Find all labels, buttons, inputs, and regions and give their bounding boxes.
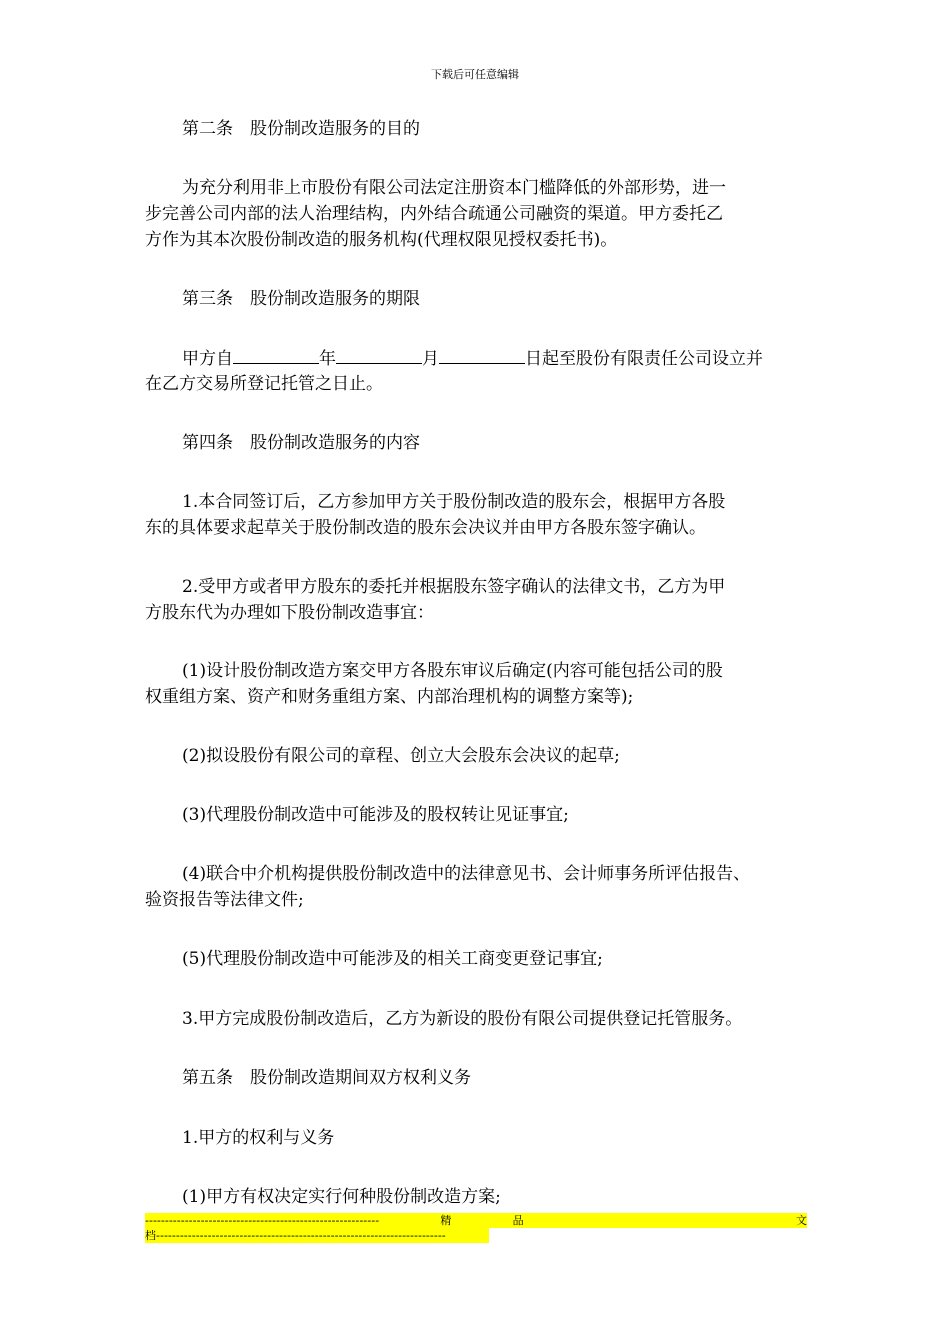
footer-char-2: 品 (512, 1214, 524, 1227)
article-2-line-3: 方作为其本次股份制改造的服务机构(代理权限见授权委托书)。 (145, 230, 618, 250)
article-4-2-line-1: 2.受甲方或者甲方股东的委托并根据股东签字确认的法律文书，乙方为甲 (182, 577, 726, 597)
article-3-text-d: 日起至股份有限责任公司设立并 (525, 349, 763, 369)
footer-char-1: 精 (440, 1214, 452, 1227)
article-4-2-5: (5)代理股份制改造中可能涉及的相关工商变更登记事宜; (182, 949, 603, 969)
article-3-text-c: 月 (422, 349, 439, 369)
article-5-1: 1.甲方的权利与义务 (182, 1128, 335, 1148)
article-5-title: 第五条 股份制改造期间双方权利义务 (182, 1068, 471, 1088)
article-4-2-3: (3)代理股份制改造中可能涉及的股权转让见证事宜; (182, 805, 569, 825)
footer-char-3: 文 (796, 1214, 807, 1227)
footer-line-1 (145, 1213, 807, 1228)
article-4-2-1-line-1: (1)设计股份制改造方案交甲方各股东审议后确定(内容可能包括公司的股 (182, 661, 723, 681)
article-3-text-a: 甲方自 (182, 349, 233, 369)
footer-banner (145, 1213, 807, 1247)
article-3-line-2: 在乙方交易所登记托管之日止。 (145, 374, 383, 394)
footer-line-2: 档------------------------------------------------------------------------- (145, 1228, 489, 1243)
year-blank[interactable] (233, 345, 319, 364)
article-4-2-4-line-2: 验资报告等法律文件; (145, 890, 304, 910)
day-blank[interactable] (439, 345, 525, 364)
header-note: 下载后可任意编辑 (431, 68, 519, 81)
article-4-3: 3.甲方完成股份制改造后，乙方为新设的股份有限公司提供登记托管服务。 (182, 1009, 743, 1029)
article-3-text-b: 年 (319, 349, 336, 369)
article-2-line-2: 步完善公司内部的法人治理结构，内外结合疏通公司融资的渠道。甲方委托乙 (145, 204, 723, 224)
article-4-title: 第四条 股份制改造服务的内容 (182, 433, 420, 453)
month-blank[interactable] (336, 345, 422, 364)
article-2-title: 第二条 股份制改造服务的目的 (182, 119, 420, 139)
article-4-2-4-line-1: (4)联合中介机构提供股份制改造中的法律意见书、会计师事务所评估报告、 (182, 864, 751, 884)
footer-gap (585, 1213, 735, 1228)
article-4-1-line-1: 1.本合同签订后，乙方参加甲方关于股份制改造的股东会，根据甲方各股 (182, 492, 726, 512)
article-3-title: 第三条 股份制改造服务的期限 (182, 289, 420, 309)
article-2-line-1: 为充分利用非上市股份有限公司法定注册资本门槛降低的外部形势，进一 (182, 178, 726, 198)
footer-dashes: ----------------------------------------------------------- (145, 1214, 380, 1227)
article-4-2-line-2: 方股东代为办理如下股份制改造事宜： (145, 603, 434, 623)
article-5-1-1: (1)甲方有权决定实行何种股份制改造方案; (182, 1187, 501, 1207)
article-4-2-1-line-2: 权重组方案、资产和财务重组方案、内部治理机构的调整方案等); (145, 687, 634, 707)
article-3-line-1 (145, 345, 852, 372)
article-4-1-line-2: 东的具体要求起草关于股份制改造的股东会决议并由甲方各股东签字确认。 (145, 518, 706, 538)
article-4-2-2: (2)拟设股份有限公司的章程、创立大会股东会决议的起草; (182, 746, 620, 766)
